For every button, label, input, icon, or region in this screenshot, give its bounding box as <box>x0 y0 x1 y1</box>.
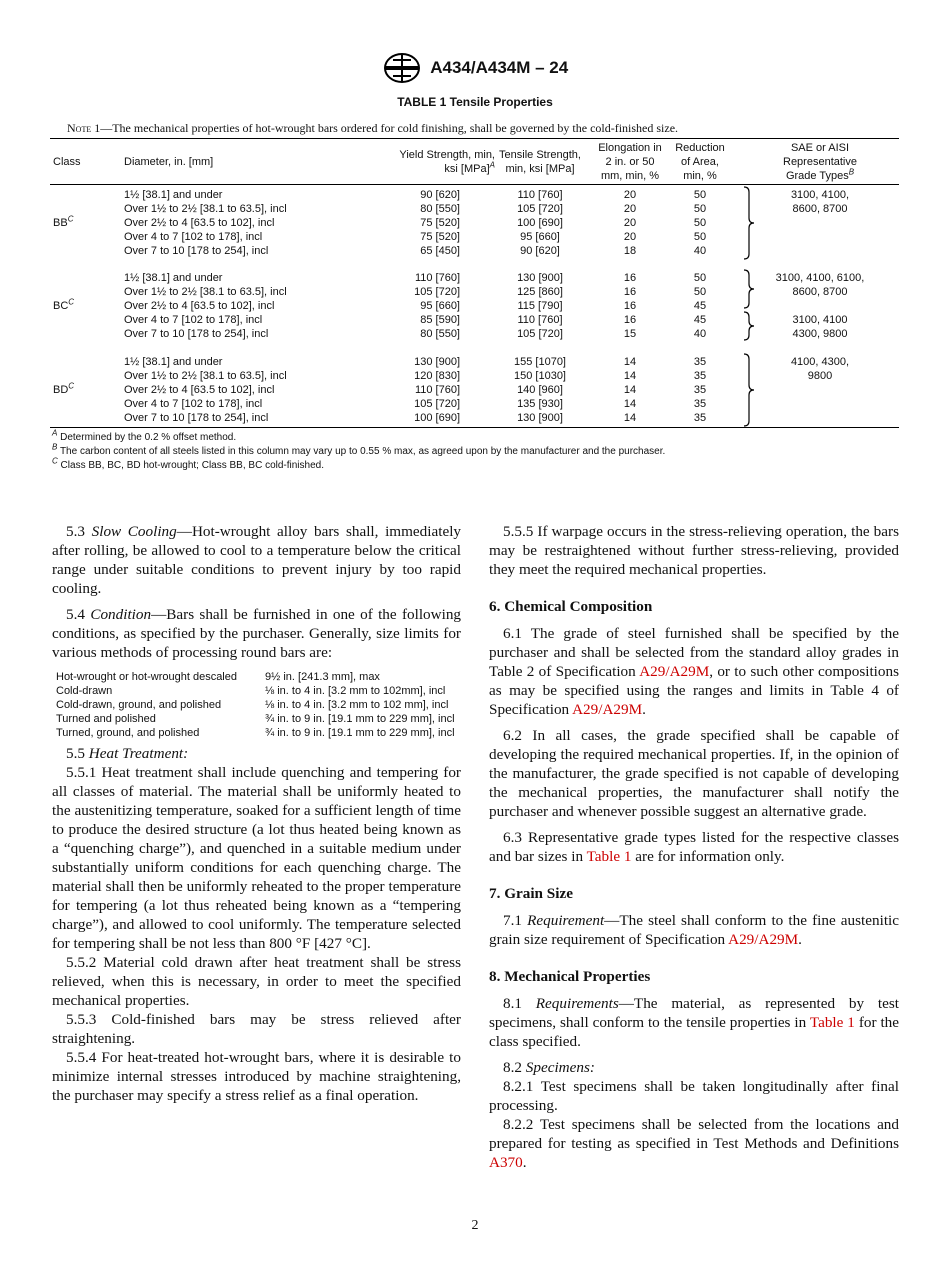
size-limit: ⅛ in. to 4 in. [3.2 mm to 102mm], incl <box>265 685 446 697</box>
grade-types: 4100, 4300, <box>790 356 850 368</box>
table-cell: Over 1½ to 2½ [38.1 to 63.5], incl <box>124 370 287 382</box>
size-limit-row <box>52 670 461 684</box>
section-5-5: 5.5 Heat Treatment: <box>66 745 189 762</box>
table-footnote: $^C$ Class BB, BC, BD hot-wrought; Class BB, BC cold-finished. <box>52 456 324 471</box>
table-cell: 85 [590] <box>420 314 460 326</box>
size-limit: ¾ in. to 9 in. [19.1 mm to 229 mm], incl <box>265 727 455 739</box>
table-cell: 105 [720] <box>414 398 460 410</box>
section-8-2-1: 8.2.1 Test specimens shall be taken longitudinally after final processing. <box>489 1078 899 1114</box>
section-8-1: 8.1 Requirements—The material, as represented by test specimens, shall conform to the tensile properties in Table 1 for the class specified. <box>489 995 899 1050</box>
table-cell: 14 <box>623 384 637 396</box>
table-cell: 100 [690] <box>414 412 460 424</box>
section-5-3: 5.3 Slow Cooling—Hot-wrought alloy bars shall, immediately after rolling, be allowed to cool to a temperature below the critical range under suitable conditions to prevent injury by too rapid cooling. <box>52 523 462 597</box>
table-cell: 14 <box>623 412 637 424</box>
table-cell: 50 <box>693 272 707 284</box>
table-cell: Over 4 to 7 [102 to 178], incl <box>124 231 263 243</box>
heading-chemical-composition: 6. Chemical Composition <box>489 598 653 615</box>
table-cell: 80 [550] <box>420 203 460 215</box>
table-cell: 120 [830] <box>414 370 460 382</box>
table-cell: 40 <box>693 328 707 340</box>
table-cell: 1½ [38.1] and under <box>124 272 223 284</box>
processing-method: Turned and polished <box>56 713 156 725</box>
section-6-1: 6.1 The grade of steel furnished shall be specified by the purchaser and shall be selected from the standard alloy grades in Table 2 of Specification A29/A29M, or to such other compositions as may be specified using the ranges and limits in Table 4 of Specification A29/A29M. <box>489 625 899 718</box>
table-cell: Over 2½ to 4 [63.5 to 102], incl <box>124 300 275 312</box>
page-number: 2 <box>471 1218 479 1233</box>
table-cell: 35 <box>693 370 707 382</box>
grade-types: 8600, 8700 <box>792 203 848 215</box>
size-limit: ¾ in. to 9 in. [19.1 mm to 229 mm], incl <box>265 713 455 725</box>
table-cell: 50 <box>693 231 707 243</box>
right-column <box>489 522 899 1172</box>
table-cell: 95 [660] <box>520 231 560 243</box>
table-cell: 50 <box>693 189 707 201</box>
section-7-1: 7.1 Requirement—The steel shall conform to the fine austenitic grain size requirement of Specification A29/A29M. <box>489 912 900 948</box>
table-cell: Over 2½ to 4 [63.5 to 102], incl <box>124 217 275 229</box>
grade-types: 3100, 4100, 6100, <box>775 272 865 284</box>
grade-types: 3100, 4100, <box>790 189 850 201</box>
table-cell: Over 2½ to 4 [63.5 to 102], incl <box>124 384 275 396</box>
table-cell: 45 <box>693 314 707 326</box>
table-cell: 16 <box>623 272 637 284</box>
processing-method: Cold-drawn, ground, and polished <box>56 699 222 711</box>
grouping-brace <box>743 311 755 341</box>
col-header-tensile: Tensile Strength, min, ksi [MPa] <box>499 149 581 175</box>
grouping-brace <box>743 353 755 427</box>
section-6-3: 6.3 Representative grade types listed for the respective classes and bar sizes in Table 1 are for information only. <box>489 829 899 865</box>
table-cell: 35 <box>693 398 707 410</box>
table-cell: 1½ [38.1] and under <box>124 189 223 201</box>
table-cell: 14 <box>623 370 637 382</box>
table-cell: 110 [760] <box>517 314 563 326</box>
size-limit-row <box>52 698 461 712</box>
heading-mechanical-properties: 8. Mechanical Properties <box>489 968 651 985</box>
table-cell: 95 [660] <box>420 300 460 312</box>
section-8-2-2: 8.2.2 Test specimens shall be selected from the locations and prepared for testing as specified in Test Methods and Definitions A370. <box>489 1116 899 1171</box>
section-5-4: 5.4 Condition—Bars shall be furnished in one of the following conditions, as specified by the purchaser. Generally, size limits for various methods of processing round bars are: <box>52 606 462 661</box>
grade-types: 4300, 9800 <box>792 328 848 340</box>
size-limit: ⅛ in. to 4 in. [3.2 mm to 102 mm], incl <box>265 699 449 711</box>
table-footnote: $^A$ Determined by the 0.2 % offset method. <box>52 428 237 443</box>
table-cell: Over 1½ to 2½ [38.1 to 63.5], incl <box>124 203 287 215</box>
table-cell: 16 <box>623 300 637 312</box>
table-note-label: Note 1 <box>67 121 101 135</box>
grade-types: 9800 <box>807 370 833 382</box>
table-cell: 16 <box>623 286 637 298</box>
section-8-2: 8.2 Specimens: <box>503 1059 595 1076</box>
grouping-brace <box>743 269 755 309</box>
table-cell: 130 [900] <box>414 356 460 368</box>
link-a370[interactable]: A370 <box>489 1154 523 1171</box>
table-cell: 125 [860] <box>517 286 563 298</box>
table-cell: 18 <box>623 245 637 257</box>
table-cell: Over 7 to 10 [178 to 254], incl <box>124 328 269 340</box>
table-cell: Over 4 to 7 [102 to 178], incl <box>124 314 263 326</box>
left-column <box>52 522 461 1105</box>
class-label: $BD^C$ <box>53 381 75 396</box>
table-cell: 35 <box>693 384 707 396</box>
table-cell: 1½ [38.1] and under <box>124 356 223 368</box>
section-5-5-5: 5.5.5 If warpage occurs in the stress-relieving operation, the bars may be restraightened without further stress-relieving, provided they meet the required mechanical properties. <box>489 523 899 578</box>
table-cell: 90 [620] <box>520 245 560 257</box>
class-label: $BB^C$ <box>53 214 74 229</box>
processing-method: Hot-wrought or hot-wrought descaled <box>56 671 237 683</box>
link-a29-3[interactable]: A29/A29M <box>728 931 799 948</box>
table-cell: 20 <box>623 217 637 229</box>
table-cell: 50 <box>693 203 707 215</box>
link-table-1-b[interactable]: Table 1 <box>809 1014 855 1031</box>
size-limit: 9½ in. [241.3 mm], max <box>265 671 380 683</box>
grade-types: 8600, 8700 <box>792 286 848 298</box>
table-cell: Over 4 to 7 [102 to 178], incl <box>124 398 263 410</box>
col-header-reduction: Reduction of Area, min, % <box>675 142 725 182</box>
table-cell: 20 <box>623 189 637 201</box>
table-cell: 75 [520] <box>420 231 460 243</box>
astm-logo-icon <box>382 52 422 84</box>
table-cell: 15 <box>623 328 637 340</box>
processing-method: Cold-drawn <box>56 685 113 697</box>
table-cell: 65 [450] <box>420 245 460 257</box>
section-5-5-2: 5.5.2 Material cold drawn after heat treatment shall be stress relieved, when this is necessary, in order to meet the specified mechanical properties. <box>52 954 461 1009</box>
table-cell: 50 <box>693 217 707 229</box>
table-cell: 135 [930] <box>517 398 563 410</box>
table-cell: 115 [790] <box>517 300 563 312</box>
table-cell: 90 [620] <box>420 189 460 201</box>
table-cell: 110 [760] <box>517 189 563 201</box>
table-cell: Over 7 to 10 [178 to 254], incl <box>124 412 269 424</box>
link-a29-1[interactable]: A29/A29M <box>639 663 710 680</box>
table-cell: 20 <box>623 203 637 215</box>
size-limits-list <box>52 670 461 740</box>
table-cell: Over 7 to 10 [178 to 254], incl <box>124 245 269 257</box>
document-header <box>0 52 950 84</box>
class-label: $BC^C$ <box>53 297 75 312</box>
processing-method: Turned, ground, and polished <box>56 727 200 739</box>
col-header-elongation: Elongation in 2 in. or 50 mm, min, % <box>598 142 662 182</box>
table-cell: 140 [960] <box>517 384 563 396</box>
col-header-class: Class <box>53 156 81 168</box>
link-a29-2[interactable]: A29/A29M <box>572 701 643 718</box>
table-cell: 16 <box>623 314 637 326</box>
table-cell: 80 [550] <box>420 328 460 340</box>
section-5-5-1: 5.5.1 Heat treatment shall include quenching and tempering for all classes of material. The material shall be uniformly heated to the austenitizing temperature, soaked for a sufficient length of time to produce the desired structure (a lot thus heated being known as a “quenching charge”), and quenched in a suitable medium under substantially uniform conditions for each quenching charge. The material shall then be uniformly reheated to the proper temperature for tempering (a lot thus reheated being known as a “tempering charge”), and allowed to cool uniformly. The temperature selected for tempering shall be not less than 800 °F [427 °C]. <box>52 764 461 952</box>
table-cell: 75 [520] <box>420 217 460 229</box>
grade-types: 3100, 4100 <box>792 314 848 326</box>
link-table-1[interactable]: Table 1 <box>586 848 632 865</box>
table-cell: 155 [1070] <box>514 356 566 368</box>
size-limit-row <box>52 712 461 726</box>
table-cell: 105 [720] <box>517 328 563 340</box>
heading-grain-size: 7. Grain Size <box>489 885 573 902</box>
col-header-diameter: Diameter, in. [mm] <box>124 156 214 168</box>
table-cell: Over 1½ to 2½ [38.1 to 63.5], incl <box>124 286 287 298</box>
section-6-2: 6.2 In all cases, the grade specified shall be capable of developing the required mechanical properties. If, in the opinion of the manufacturer, the grade specified is not capable of developing the mechanical properties, the manufacturer shall notify the purchaser and whenever possible suggest an alternative grade. <box>489 727 899 820</box>
table-footnote: $^B$ The carbon content of all steels listed in this column may vary up to 0.55 % max, as agreed upon by the manufacturer and the purchaser. <box>52 442 666 457</box>
table-cell: 35 <box>693 356 707 368</box>
table-cell: 40 <box>693 245 707 257</box>
table-cell: 110 [760] <box>414 384 460 396</box>
table-cell: 45 <box>693 300 707 312</box>
col-header-grade-types: SAE or AISI Representative Grade Types$^B$ <box>783 142 857 182</box>
table-cell: 130 [900] <box>517 272 563 284</box>
table-cell: 35 <box>693 412 707 424</box>
table-cell: 14 <box>623 398 637 410</box>
size-limit-row <box>52 726 461 740</box>
col-header-yield: Yield Strength, min, ksi [MPa]$^A$ <box>399 149 495 175</box>
table-cell: 14 <box>623 356 637 368</box>
section-5-5-3: 5.5.3 Cold-finished bars may be stress relieved after straightening. <box>52 1011 461 1047</box>
table-note <box>67 121 678 136</box>
table-cell: 50 <box>693 286 707 298</box>
table-cell: 130 [900] <box>517 412 563 424</box>
grouping-brace <box>743 186 755 260</box>
size-limit-row <box>52 684 461 698</box>
document-designation: A434/A434M – 24 <box>430 58 569 77</box>
table-cell: 105 [720] <box>517 203 563 215</box>
table-cell: 110 [760] <box>414 272 460 284</box>
table-cell: 105 [720] <box>414 286 460 298</box>
table-cell: 20 <box>623 231 637 243</box>
table-title: TABLE 1 Tensile Properties <box>397 95 553 109</box>
table-cell: 150 [1030] <box>514 370 566 382</box>
table-cell: 100 [690] <box>517 217 563 229</box>
section-5-5-4: 5.5.4 For heat-treated hot-wrought bars, where it is desirable to minimize internal stresses introduced by machine straightening, the purchaser may specify a stress relief as a final operation. <box>52 1049 461 1104</box>
table-note-text: —The mechanical properties of hot-wrought bars ordered for cold finishing, shall be governed by the cold-finished size. <box>100 121 679 135</box>
